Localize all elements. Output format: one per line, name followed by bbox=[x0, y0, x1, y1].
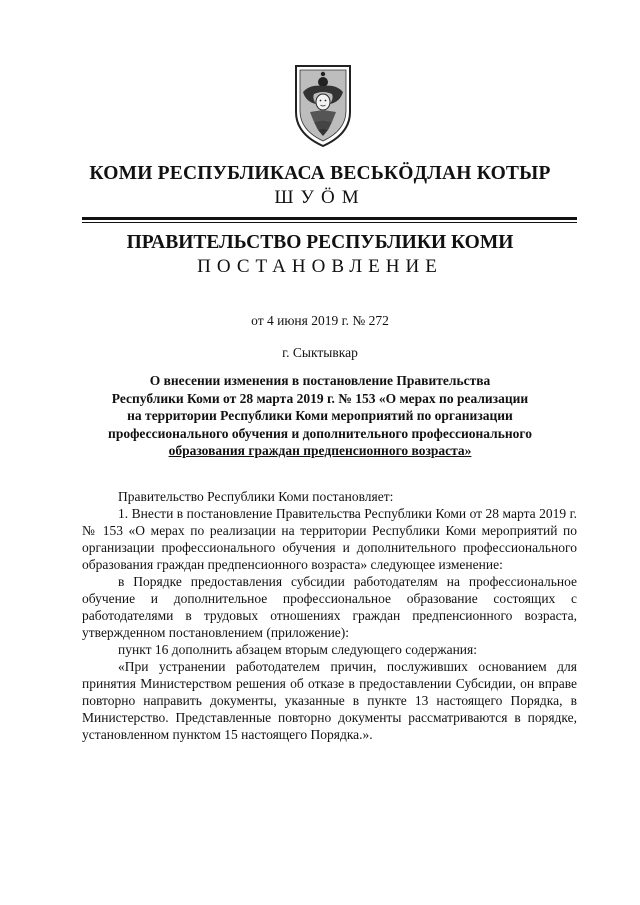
header-divider-thick bbox=[82, 217, 577, 220]
heading-line: О внесении изменения в постановление Правительства bbox=[149, 373, 491, 388]
russian-government-title: ПРАВИТЕЛЬСТВО РЕСПУБЛИКИ КОМИ bbox=[126, 232, 514, 253]
komi-government-title: КОМИ РЕСПУБЛИКАСА ВЕСЬКӦДЛАН КОТЫР bbox=[89, 163, 551, 184]
heading-line: Республики Коми от 28 марта 2019 г. № 153 «О мерах по реализации bbox=[111, 390, 529, 406]
body-paragraph: в Порядке предоставления субсидии работодателям на профессиональное обучение и дополнительное профессиональное образование состоящих с работодателями в трудовых отношениях граждан предпенсионного возраста, утвержденном постановлением (приложение): bbox=[82, 574, 577, 640]
heading-line: на территории Республики Коми мероприятий по организации bbox=[127, 408, 513, 423]
heading-line: профессионального обучения и дополнительного профессионального bbox=[108, 425, 532, 441]
decree-date-number: от 4 июня 2019 г. № 272 bbox=[251, 313, 389, 328]
body-paragraph: пункт 16 дополнить абзацем вторым следующего содержания: bbox=[118, 642, 477, 657]
komi-decree-label: ШУӦМ bbox=[274, 187, 366, 208]
body-paragraph: 1. Внести в постановление Правительства Республики Коми от 28 марта 2019 г. № 153 «О мерах по реализации на территории Республики Коми мероприятий по организации профессионального обучения и дополнительного профессионального образования граждан предпенсионного возраста» следующее изменение: bbox=[82, 506, 577, 572]
decree-body bbox=[82, 488, 577, 743]
body-paragraph: Правительство Республики Коми постановляет: bbox=[118, 489, 394, 504]
heading-line: образования граждан предпенсионного возраста» bbox=[168, 443, 472, 458]
header-divider-thin bbox=[82, 222, 577, 223]
russian-decree-label: ПОСТАНОВЛЕНИЕ bbox=[197, 256, 443, 277]
body-paragraph: «При устранении работодателем причин, послуживших основанием для принятия Министерством решения об отказе в предоставлении Субсидии, он вправе повторно направить документы, указанные в пункте 13 настоящего Порядка, в Министерство. Представленные повторно документы рассматриваются в порядке, установленном пунктом 15 настоящего Порядка.». bbox=[82, 659, 577, 742]
decree-city: г. Сыктывкар bbox=[282, 345, 358, 360]
komi-coat-of-arms-icon bbox=[292, 62, 354, 148]
decree-heading bbox=[100, 372, 540, 460]
